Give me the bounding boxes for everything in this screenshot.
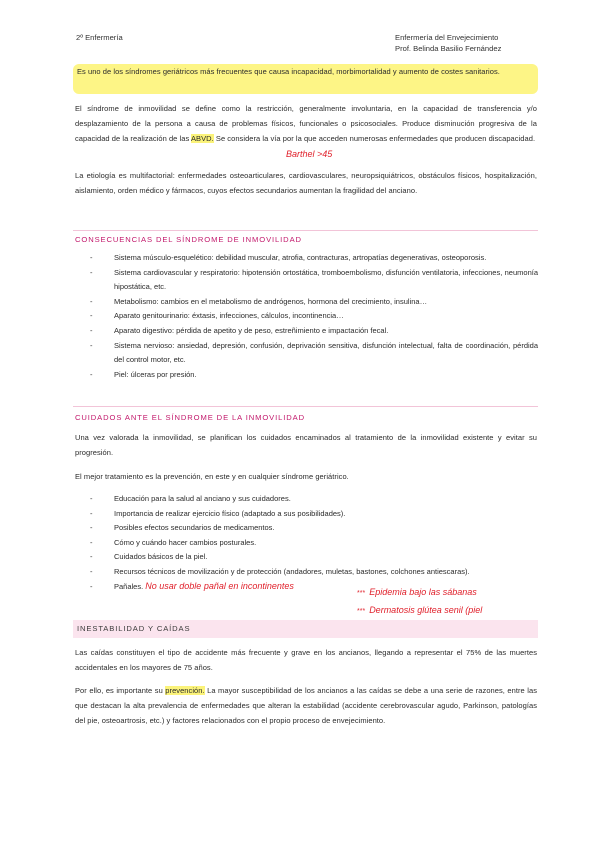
list-item: - Educación para la salud al anciano y sus cuidadores. (90, 494, 291, 503)
list-item: - Aparato digestivo: pérdida de apetito y de peso, estreñimiento e impactación fecal. (90, 325, 389, 335)
list-item: - Sistema músculo-esquelético: debilidad muscular, atrofia, contracturas, artropatías degenerativas, osteoporosis. (90, 253, 487, 262)
handwritten-note: *** Dermatosis glútea senil (piel (357, 605, 483, 615)
barthel-annotation: Barthel >45 (286, 149, 333, 159)
section-divider (73, 406, 538, 407)
list-item: - Metabolismo: cambios en el metabolismo de andrógenos, hormona del crecimiento, insulina… (90, 296, 428, 306)
list-item: - Importancia de realizar ejercicio físico (adaptado a sus posibilidades). (90, 508, 346, 518)
definition-text-after: Se considera la vía por la que acceden numerosas enfermedades que producen discapacidad. (213, 134, 536, 144)
care-paragraph-1: Una vez valorada la inmovilidad, se planifican los cuidados encaminados al tratamiento de la inmovilidad existente y evitar su progresión. (75, 433, 537, 458)
list-item: - Cuidados básicos de la piel. (90, 552, 208, 562)
falls-paragraph-1: Las caídas constituyen el tipo de accidente más frecuente y grave en los ancianos, llegando a representar el 75% de las muertes accidentales en los mayores de 75 años. (75, 648, 537, 673)
header-course: 2º Enfermería (76, 33, 123, 42)
list-item: - Pañales. No usar doble pañal en incontinentes (90, 580, 294, 591)
consequences-title: CONSECUENCIAS DEL SÍNDROME DE INMOVILIDAD (75, 235, 302, 244)
list-item: - Sistema nervioso: ansiedad, depresión, confusión, deprivación sensitiva, disfunción intelectual, falta de coordinación, pérdida del control motor, etc. (90, 340, 538, 365)
definition-text-before: El síndrome de inmovilidad se define como la restricción, generalmente involuntaria, en la capacidad de transferencia y/o desplazamiento de la persona a causa de problemas físicos, funcionales o psicosociales. Produce disminución progresiva de la capacidad de la realización de las (75, 104, 537, 144)
list-item: - Cómo y cuándo hacer cambios posturales. (90, 537, 257, 547)
definition-paragraph (75, 101, 537, 147)
falls-title: INESTABILIDAD Y CAÍDAS (77, 624, 191, 633)
abvd-highlight: ABVD. (191, 134, 214, 144)
list-item: - Piel: úlceras por presión. (90, 369, 197, 379)
header-subject: Enfermería del Envejecimiento (395, 33, 499, 42)
diaper-annotation: No usar doble pañal en incontinentes (145, 580, 294, 591)
header-professor: Prof. Belinda Basilio Fernández (395, 44, 502, 53)
list-item: - Sistema cardiovascular y respiratorio: hipotensión ortostática, tromboembolismo, disfunción ventilatoria, infecciones, neumonía hipostática, etc. (90, 267, 538, 292)
care-paragraph-2: El mejor tratamiento es la prevención, en este y en cualquier síndrome geriátrico. (75, 472, 349, 481)
section-divider (73, 230, 538, 231)
handwritten-note: *** Epidemia bajo las sábanas (357, 587, 477, 597)
list-item: - Aparato genitourinario: éxtasis, infecciones, cálculos, incontinencia… (90, 311, 344, 321)
prevention-highlight: prevención. (165, 686, 205, 695)
care-list (90, 492, 538, 594)
consequences-list (90, 251, 538, 382)
etiology-paragraph: La etiología es multifactorial: enfermedades osteoarticulares, cardiovasculares, neuropsiquiátricos, obstáculos físicos, hospitalización, aislamiento, orden médico y fármacos, cuyos efectos secundarios aumentan la fragilidad del anciano. (75, 171, 537, 196)
falls-paragraph-2: Por ello, es importante su prevención. La mayor susceptibilidad de los ancianos a las caídas se debe a una serie de razones, entre las que destacan la alta prevalencia de enfermedades que alteran la estabilidad (accidente cerebrovascular agudo, Parkinson, patologías del pie, osteoartrosis, etc.) y factores relacionados con el propio proceso de envejecimiento. (75, 686, 537, 726)
list-item: - Posibles efectos secundarios de medicamentos. (90, 523, 275, 533)
care-title: CUIDADOS ANTE EL SÍNDROME DE LA INMOVILIDAD (75, 413, 305, 422)
list-item: - Recursos técnicos de movilización y de protección (andadores, muletas, bastones, colchones antiescaras). (90, 566, 470, 576)
intro-text: Es uno de los síndromes geriátricos más frecuentes que causa incapacidad, morbimortalidad y aumento de costes sanitarios. (77, 67, 500, 76)
